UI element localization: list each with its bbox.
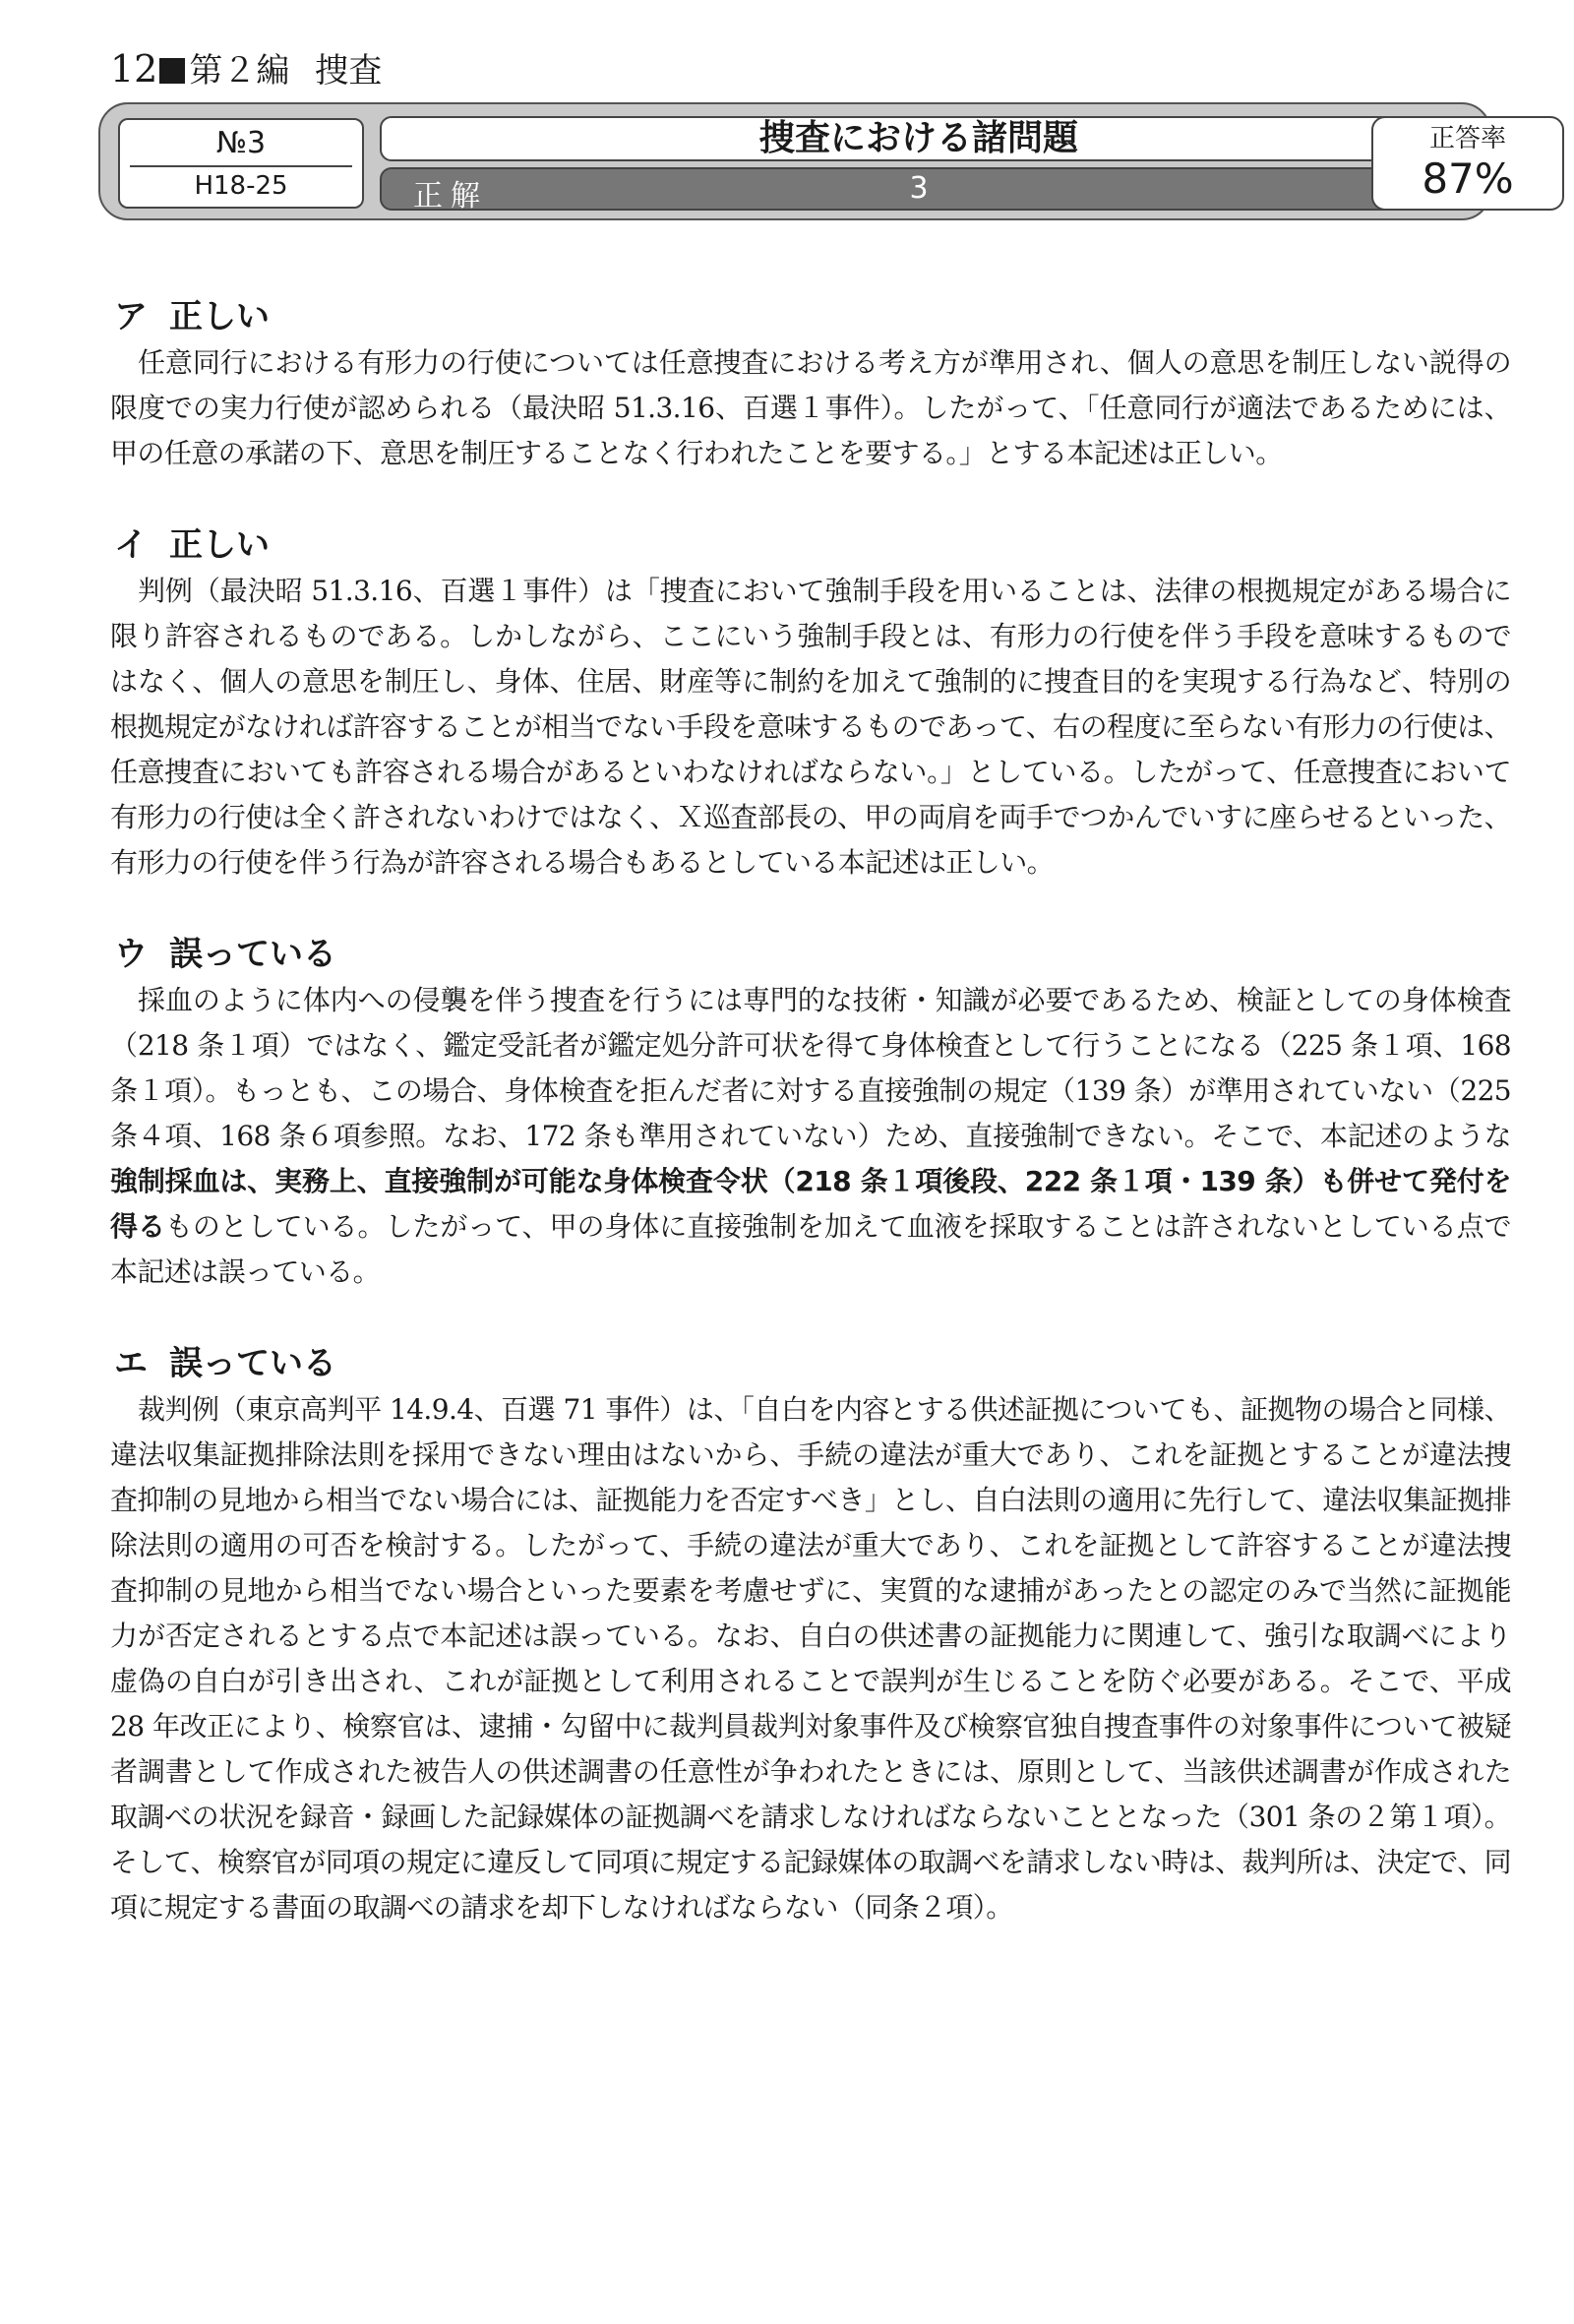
- section-heading: [114, 1342, 1511, 1385]
- correct-rate-value: 87%: [1422, 154, 1514, 203]
- section-mark: ウ: [114, 935, 148, 974]
- question-id: H18-25: [194, 171, 288, 201]
- section-e: [110, 1342, 1511, 1930]
- section-mark: ア: [114, 297, 148, 336]
- page-number: 12: [110, 47, 158, 91]
- section-text-before: 採血のように体内への侵襲を伴う捜査を行うには専門的な技術・知識が必要であるため、検証としての身体検査（218 条１項）ではなく、鑑定受託者が鑑定処分許可状を得て身体検査として行うことになる（225 条１項、168 条１項）。もっとも、この場合、身体検査を拒んだ者に対する直接強制の規定（139 条）が準用されていない（225 条４項、168 条６項参照。なお、172 条も準用されていない）ため、直接強制できない。そこで、本記述のような: [110, 984, 1511, 1152]
- section-text: 判例（最決昭 51.3.16、百選１事件）は「捜査において強制手段を用いることは、法律の根拠規定がある場合に限り許容されるものである。しかしながら、ここにいう強制手段とは、有形力の行使を伴う手段を意味するものではなく、個人の意思を制圧し、身体、住居、財産等に制約を加えて強制的に捜査目的を実現する行為など、特別の根拠規定がなければ許容することが相当でない手段を意味するものであって、右の程度に至らない有形力の行使は、任意捜査においても許容される場合があるといわなければならない。」としている。したがって、任意捜査において有形力の行使は全く許されないわけではなく、Ｘ巡査部長の、甲の両肩を両手でつかんでいすに座らせるといった、有形力の行使を伴う行為が許容される場合もあるとしている本記述は正しい。: [110, 575, 1511, 879]
- divider: [130, 165, 352, 167]
- section-a: [110, 295, 1511, 476]
- section-label: 捜査: [315, 51, 383, 91]
- question-number: №3: [215, 126, 267, 160]
- section-verdict: 誤っている: [169, 935, 336, 974]
- running-head: [110, 49, 382, 91]
- answer-label: 正解: [413, 179, 488, 214]
- correct-rate-cell: [1371, 116, 1564, 211]
- explanation-body: [110, 295, 1511, 1978]
- section-verdict: 誤っている: [169, 1344, 336, 1383]
- correct-rate-label: 正答率: [1428, 124, 1506, 153]
- section-verdict: 正しい: [169, 297, 270, 336]
- question-number-cell: [118, 118, 364, 209]
- section-text: 裁判例（東京高判平 14.9.4、百選 71 事件）は、「自白を内容とする供述証拠についても、証拠物の場合と同様、違法収集証拠排除法則を採用できない理由はないから、手続の違法が重大であり、これを証拠とすることが違法捜査抑制の見地から相当でない場合には、証拠能力を否定すべき」とし、自白法則の適用に先行して、違法収集証拠排除法則の適用の可否を検討する。したがって、手続の違法が重大であり、これを証拠として許容することが違法捜査抑制の見地から相当でない場合といった要素を考慮せずに、実質的な逮捕があったとの認定のみで当然に証拠能力が否定されるとする点で本記述は誤っている。なお、自白の供述書の証拠能力に関連して、強引な取調べにより虚偽の自白が引き出され、これが証拠として利用されることで誤判が生じることを防ぐ必要がある。そこで、平成 28 年改正により、検察官は、逮捕・勾留中に裁判員裁判対象事件及び検察官独自捜査事件の対象事件について被疑者調書として作成された被告人の供述調書の任意性が争われたときには、原則として、当該供述調書が作成された取調べの状況を録音・録画した記録媒体の証拠調べを請求しなければならないこととなった（301 条の２第１項）。そして、検察官が同項の規定に違反して同項に規定する記録媒体の取調べを請求しない時は、裁判所は、決定で、同項に規定する書面の取調べの請求を却下しなければならない（同条２項）。: [110, 1393, 1511, 1924]
- section-text-emphasis: 強制採血は、実務上、直接強制が可能な身体検査令状（218 条１項後段、222 条１項・139 条）も併せて発付を得る: [110, 1165, 1511, 1243]
- section-mark: エ: [114, 1344, 148, 1383]
- section-verdict: 正しい: [169, 525, 270, 565]
- section-text: 任意同行における有形力の行使については任意捜査における考え方が準用され、個人の意思を制圧しない説得の限度での実力行使が認められる（最決昭 51.3.16、百選１事件）。したがって、「任意同行が適法であるためには、甲の任意の承諾の下、意思を制圧することなく行われたことを要する。」とする本記述は正しい。: [110, 346, 1511, 469]
- section-i: [110, 523, 1511, 886]
- section-mark: イ: [114, 525, 148, 565]
- section-heading: [114, 523, 1511, 567]
- section-text-after: ものとしている。したがって、甲の身体に直接強制を加えて血液を採取することは許されないとしている点で本記述は誤っている。: [110, 1210, 1511, 1288]
- section-heading: [114, 295, 1511, 338]
- part-label: 第２編: [189, 51, 290, 91]
- answer-bar: [380, 167, 1458, 214]
- answer-value: 3: [909, 171, 929, 206]
- question-title: 捜査における諸問題: [380, 116, 1458, 161]
- section-heading: [114, 933, 1511, 976]
- section-u: [110, 933, 1511, 1295]
- section-text: [110, 978, 1511, 1295]
- question-header: [98, 102, 1514, 220]
- square-bullet-icon: [159, 58, 185, 84]
